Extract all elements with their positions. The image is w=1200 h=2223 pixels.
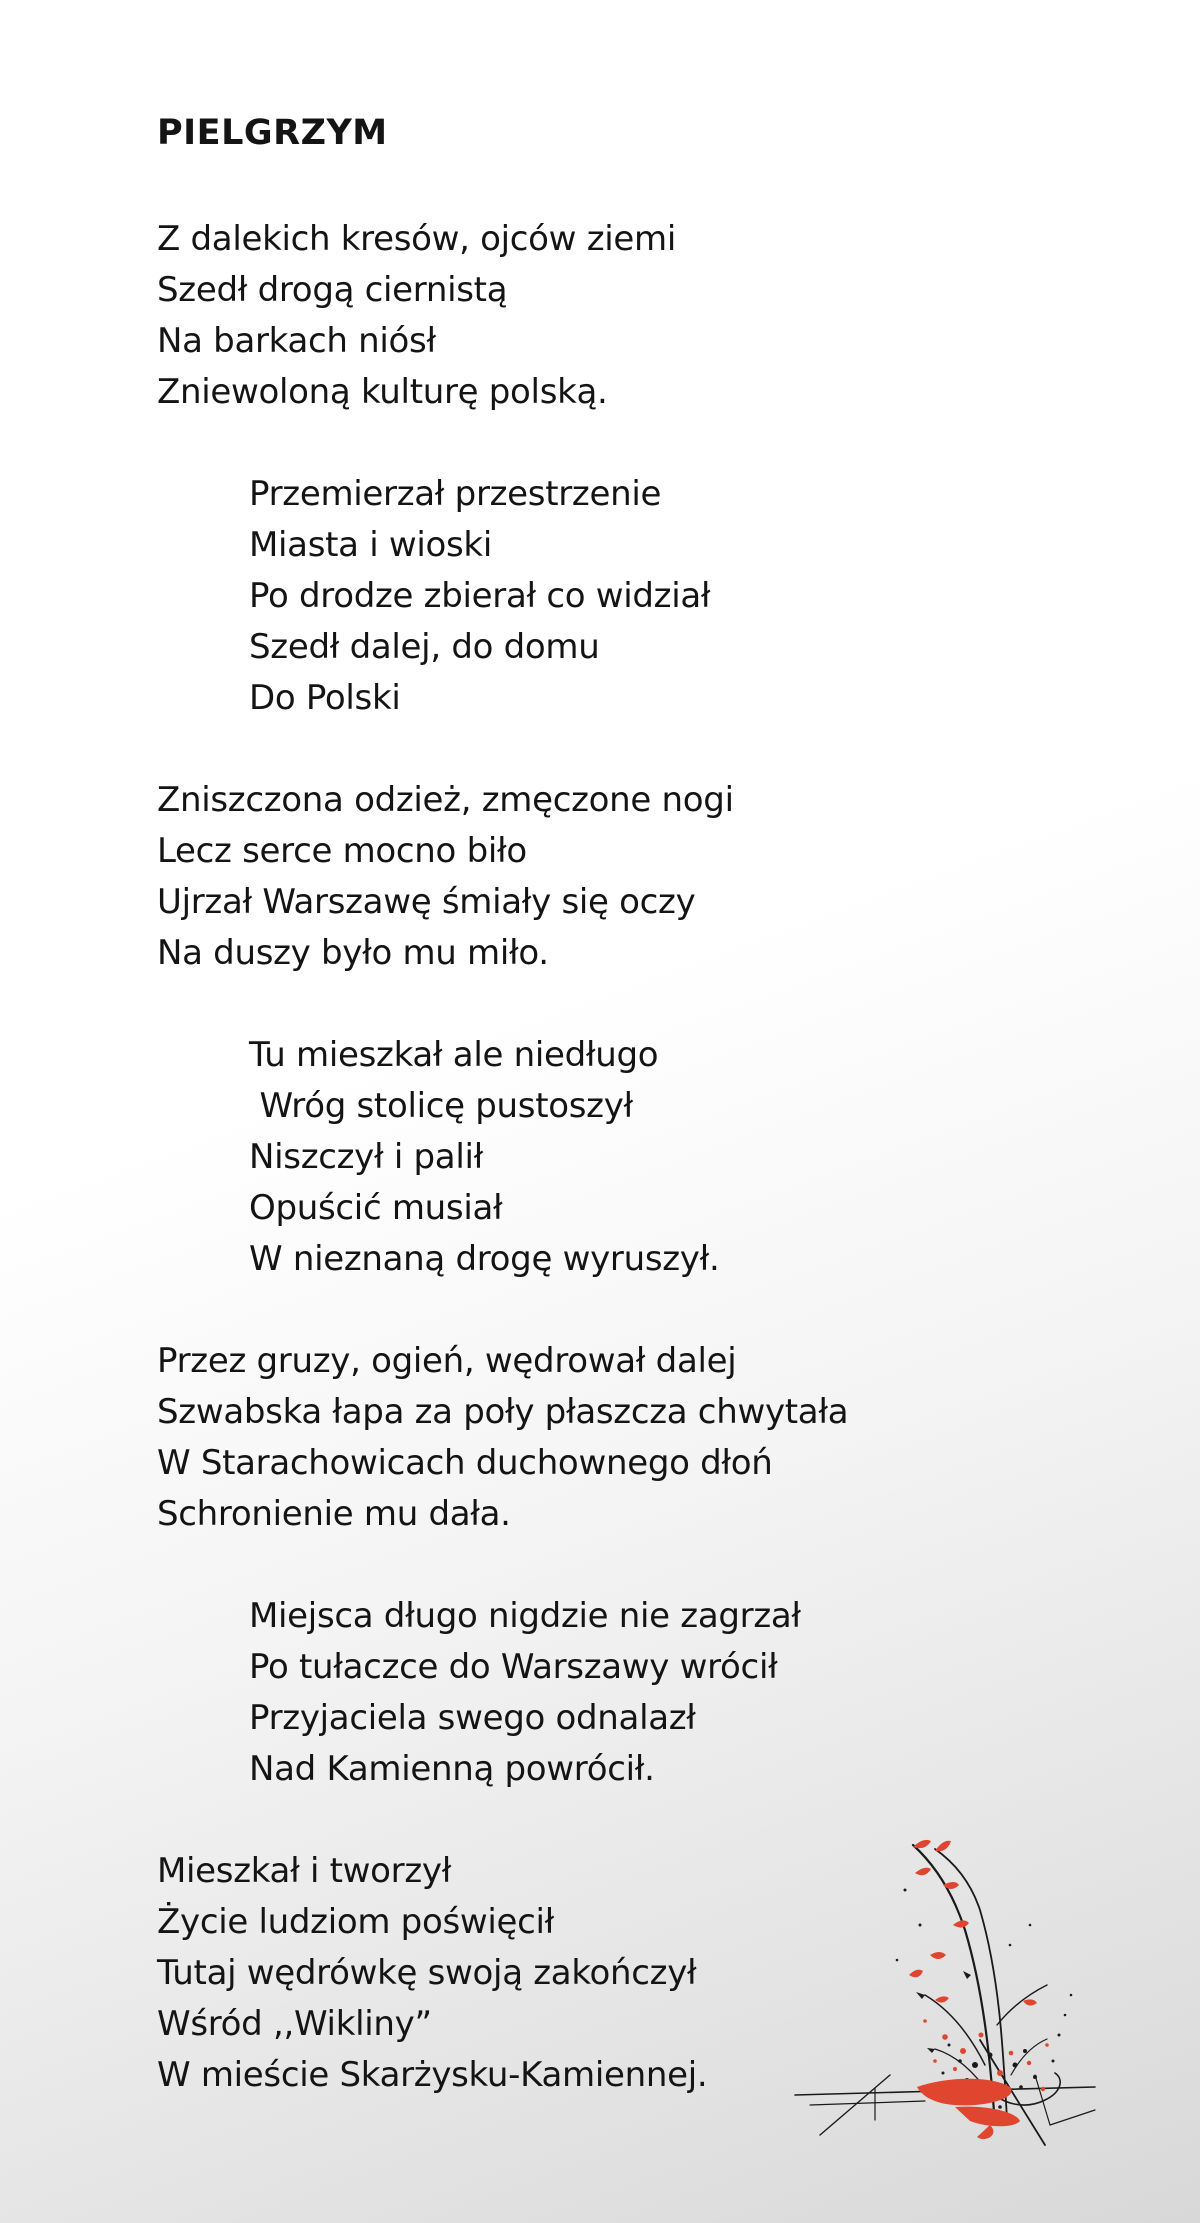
poem-line: W Starachowicach duchownego dłoń xyxy=(157,1443,773,1483)
poem-line: Po tułaczce do Warszawy wrócił xyxy=(249,1647,778,1687)
stanza xyxy=(157,1591,1057,1795)
poem-line: Tu mieszkał ale niedługo xyxy=(249,1035,659,1075)
poem-line: Przez gruzy, ogień, wędrował dalej xyxy=(157,1341,737,1381)
poem-line: Miejsca długo nigdzie nie zagrzał xyxy=(249,1596,801,1636)
poem-line: Lecz serce mocno biło xyxy=(157,831,527,871)
poem-line: Mieszkał i tworzył xyxy=(157,1851,452,1891)
poem-line: Szwabska łapa za poły płaszcza chwytała xyxy=(157,1392,849,1432)
poem-line: W mieście Skarżysku-Kamiennej. xyxy=(157,2055,708,2095)
poem-line: Zniszczona odzież, zmęczone nogi xyxy=(157,780,734,820)
poem-title: PIELGRZYM xyxy=(157,113,388,153)
poem-line: Życie ludziom poświęcił xyxy=(157,1902,555,1942)
poem-line: Wróg stolicę pustoszył xyxy=(249,1086,633,1126)
stanza xyxy=(157,1336,1057,1540)
poem-line: Na duszy było mu miło. xyxy=(157,933,549,973)
stanza xyxy=(157,1030,1057,1285)
poem-line: Z dalekich kresów, ojców ziemi xyxy=(157,219,676,259)
poem-line: Wśród ,,Wikliny” xyxy=(157,2004,432,2044)
poem-line: Tutaj wędrówkę swoją zakończył xyxy=(157,1953,697,1993)
poem-line: Szedł dalej, do domu xyxy=(249,627,600,667)
poem-line: Nad Kamienną powrócił. xyxy=(249,1749,655,1789)
poem-line: Ujrzał Warszawę śmiały się oczy xyxy=(157,882,696,922)
poem-line: Do Polski xyxy=(249,678,401,718)
poem-line: Miasta i wioski xyxy=(249,525,492,565)
poem-line: W nieznaną drogę wyruszył. xyxy=(249,1239,720,1279)
poem-line: Na barkach niósł xyxy=(157,321,436,361)
poem-line: Po drodze zbierał co widział xyxy=(249,576,711,616)
poem-body xyxy=(157,214,1057,2101)
poem-line: Niszczył i palił xyxy=(249,1137,483,1177)
poem-line: Przemierzał przestrzenie xyxy=(249,474,662,514)
poem-line: Opuścić musiał xyxy=(249,1188,503,1228)
willow-branch-icon xyxy=(785,1825,1145,2165)
poem-line: Szedł drogą ciernistą xyxy=(157,270,508,310)
stanza xyxy=(157,469,1057,724)
stanza xyxy=(157,775,1057,979)
poem-line: Zniewoloną kulturę polską. xyxy=(157,372,608,412)
poem-line: Przyjaciela swego odnalazł xyxy=(249,1698,696,1738)
stanza xyxy=(157,214,1057,418)
poem-line: Schronienie mu dała. xyxy=(157,1494,511,1534)
